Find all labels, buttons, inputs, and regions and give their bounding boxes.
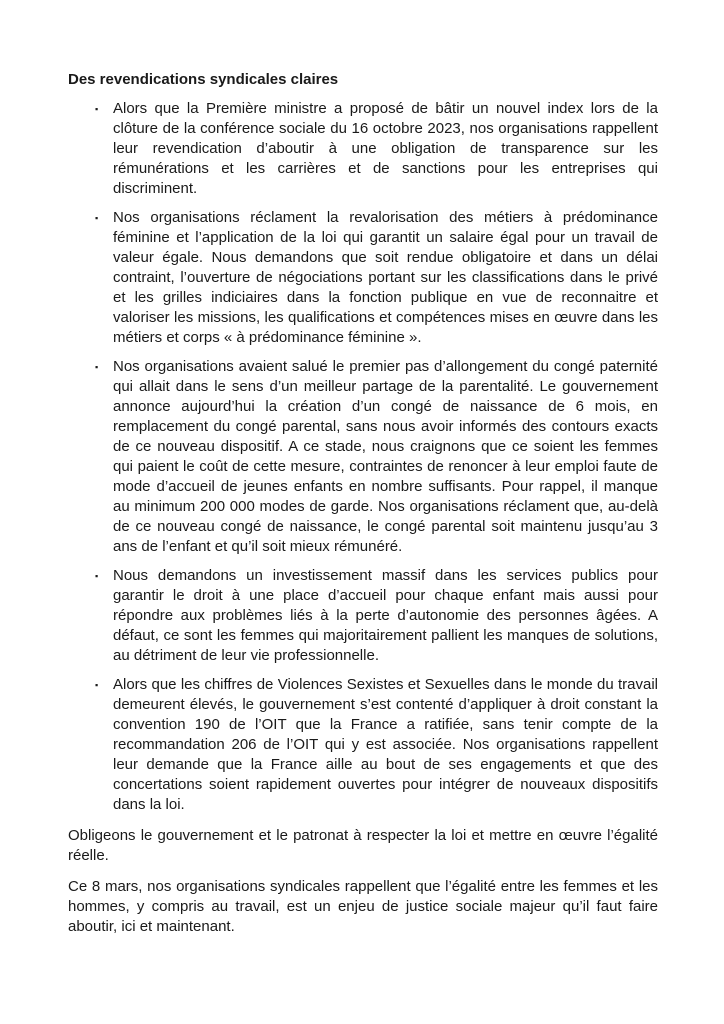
square-bullet-icon: ▪ xyxy=(95,104,99,114)
square-bullet-icon: ▪ xyxy=(95,362,99,372)
square-bullet-icon: ▪ xyxy=(95,680,99,690)
list-item xyxy=(68,208,658,348)
list-item xyxy=(68,675,658,815)
list-item-text: Alors que la Première ministre a proposé de bâtir un nouvel index lors de la clôture de la conférence sociale du 16 octobre 2023, nos organisations rappellent leur revendication d’aboutir à une obligation de transparence sur les rémunérations et les carrières et de sanctions pour les entreprises qui discriminent. xyxy=(113,100,658,197)
list-item-text: Alors que les chiffres de Violences Sexistes et Sexuelles dans le monde du travail demeurent élevés, le gouvernement s’est contenté d’appliquer à droit constant la convention 190 de l’OIT que la France a ratifiée, sans tenir compte de la recommandation 206 de l’OIT qui y est associée. Nos organisations rappellent leur demande que la France aille au bout de ses engagements et que des concertations soient rapidement ouvertes pour intégrer de nouveaux dispositifs dans la loi. xyxy=(113,676,658,813)
list-item xyxy=(68,99,658,199)
square-bullet-icon: ▪ xyxy=(95,213,99,223)
section-heading: Des revendications syndicales claires xyxy=(68,71,339,88)
list-item xyxy=(68,357,658,557)
closing-paragraph: Obligeons le gouvernement et le patronat à respecter la loi et mettre en œuvre l’égalité réelle. xyxy=(68,827,658,864)
square-bullet-icon: ▪ xyxy=(95,571,99,581)
list-item-text: Nous demandons un investissement massif dans les services publics pour garantir le droit à une place d’accueil pour chaque enfant mais aussi pour répondre aux problèmes liés à la perte d’autonomie des personnes âgées. A défaut, ce sont les femmes qui majoritairement pallient les manques de solutions, au détriment de leur vie professionnelle. xyxy=(113,567,658,664)
demands-list xyxy=(68,99,658,815)
closing-paragraph: Ce 8 mars, nos organisations syndicales rappellent que l’égalité entre les femmes et les hommes, y compris au travail, est un enjeu de justice sociale majeur qu’il faut faire aboutir, ici et maintenant. xyxy=(68,878,658,935)
list-item-text: Nos organisations avaient salué le premier pas d’allongement du congé paternité qui allait dans le sens d’un meilleur partage de la parentalité. Le gouvernement annonce aujourd’hui la création d’un congé de naissance de 6 mois, en remplacement du congé parental, sans nous avoir informés des contours exacts de ce nouveau dispositif. A ce stade, nous craignons que ce soient les femmes qui paient le coût de cette mesure, contraintes de renoncer à leur emploi faute de mode d’accueil de jeunes enfants en nombre suffisants. Pour rappel, il manque au minimum 200 000 modes de garde. Nos organisations réclament que, au-delà de ce nouveau congé de naissance, le congé parental soit maintenu jusqu’au 3 ans de l’enfant et qu’il soit mieux rémunéré. xyxy=(113,358,658,555)
list-item-text: Nos organisations réclament la revalorisation des métiers à prédominance féminine et l’application de la loi qui garantit un salaire égal pour un travail de valeur égale. Nous demandons que soit rendue obligatoire et dans un délai contraint, l’ouverture de négociations portant sur les classifications dans le privé et les grilles indiciaires dans la fonction publique en vue de reconnaitre et valoriser les missions, les qualifications et compétences mises en œuvre dans les métiers et corps « à prédominance féminine ». xyxy=(113,209,658,346)
list-item xyxy=(68,566,658,666)
